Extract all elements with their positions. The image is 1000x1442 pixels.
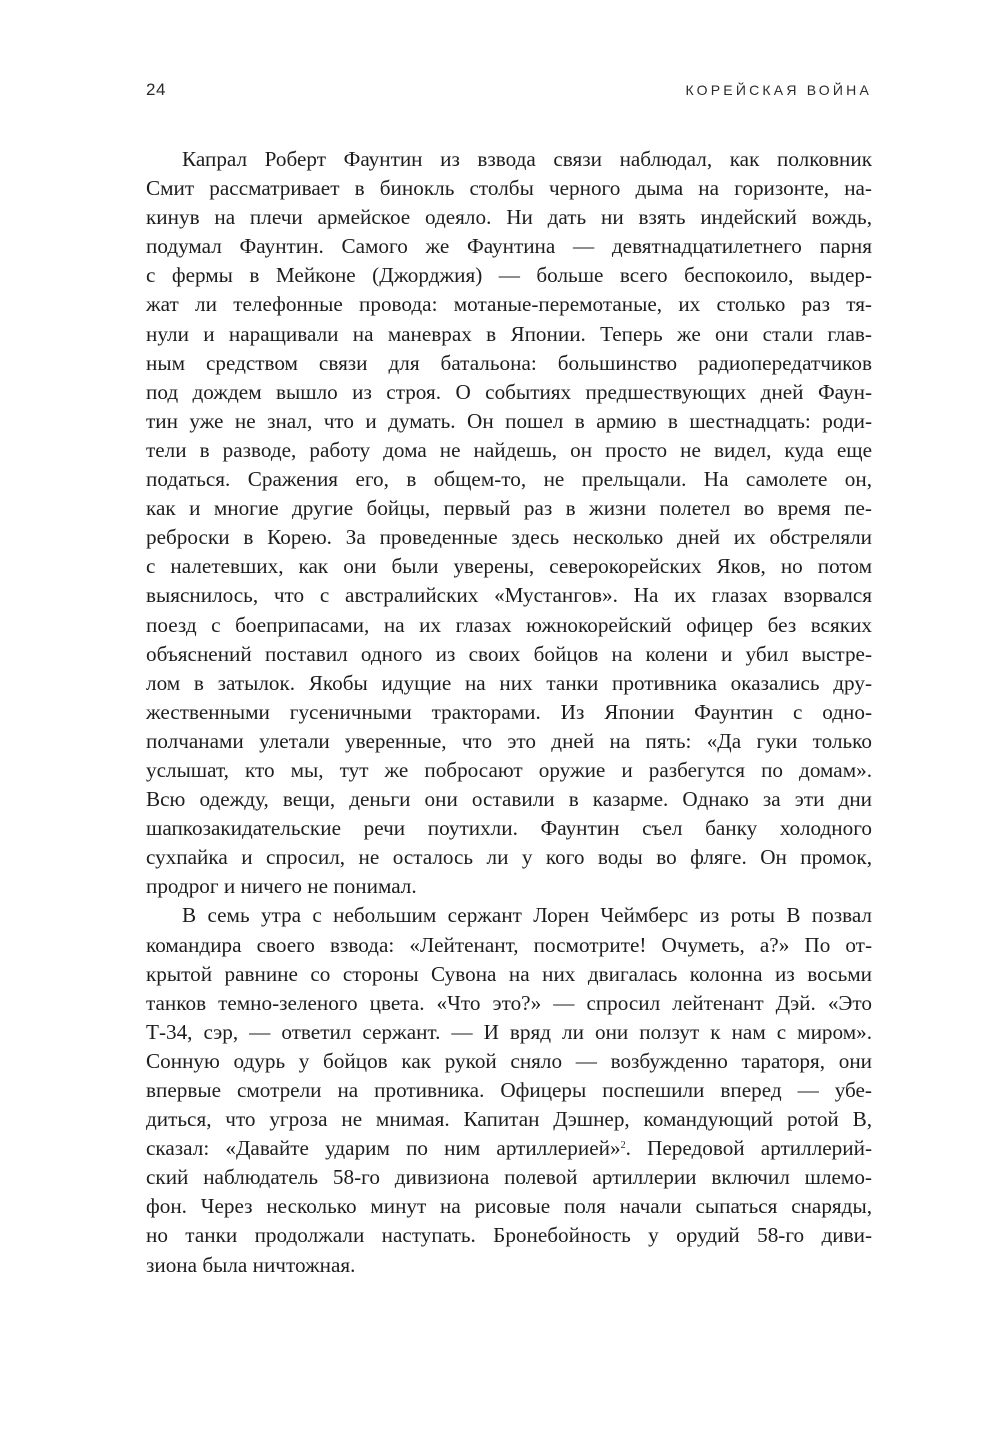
text-segment: . Передовой артиллерий-	[625, 1136, 872, 1161]
paragraph	[146, 901, 872, 1279]
text-line: Смит рассматривает в бинокль столбы черного дыма на горизонте, на-	[146, 176, 872, 201]
text-line: но танки продолжали наступать. Бронебойность у орудий 58-го диви-	[146, 1223, 872, 1248]
text-line: ский наблюдатель 58-го дивизиона полевой артиллерии включил шлемо-	[146, 1165, 872, 1190]
text-line: тели в разводе, работу дома не найдешь, он просто не видел, куда еще	[146, 437, 872, 462]
text-line: с фермы в Мейконе (Джорджия) — больше всего беспокоило, выдер-	[146, 263, 872, 288]
text-line: фон. Через несколько минут на рисовые поля начали сыпаться снаряды,	[146, 1194, 872, 1219]
text-line: полчанами улетали уверенные, что это дней на пять: «Да гуки только	[146, 728, 872, 753]
text-line: жественными гусеничными тракторами. Из Японии Фаунтин с одно-	[146, 699, 872, 724]
text-line: Т-34, сэр, — ответил сержант. — И вряд ли они ползут к нам с миром».	[146, 1019, 872, 1044]
text-line: крытой равнине со стороны Сувона на них двигалась колонна из восьми	[146, 961, 872, 986]
text-line: впервые смотрели на противника. Офицеры поспешили вперед — убе-	[146, 1078, 872, 1102]
text-line-with-footnote	[146, 1134, 872, 1163]
text-line: сухпайка и спросил, не осталось ли у кого воды во фляге. Он промок,	[146, 845, 872, 870]
text-line: Сонную одурь у бойцов как рукой сняло — возбужденно тараторя, они	[146, 1048, 872, 1073]
text-line: с налетевших, как они были уверены, северокорейских Яков, но потом	[146, 554, 872, 579]
text-line: лом в затылок. Якобы идущие на них танки противника оказались дру-	[146, 670, 872, 695]
text-line: поезд с боеприпасами, на их глазах южнокорейский офицер без всяких	[146, 612, 872, 637]
text-line: зиона была ничтожная.	[146, 1252, 356, 1277]
text-line: ным средством связи для батальона: большинство радиопередатчиков	[146, 350, 872, 375]
text-line: объяснений поставил одного из своих бойцов на колени и убил выстре-	[146, 641, 872, 666]
page-number: 24	[146, 80, 166, 99]
text-line: реброски в Корею. За проведенные здесь несколько дней их обстреляли	[146, 525, 872, 550]
text-line: подумал Фаунтин. Самого же Фаунтина — девятнадцатилетнего парня	[146, 234, 872, 259]
footnote-marker[interactable]: 2	[620, 1140, 626, 1152]
text-line: тин уже не знал, что и думать. Он пошел в армию в шестнадцать: роди-	[146, 408, 872, 433]
text-line: командира своего взвода: «Лейтенант, посмотрите! Очуметь, а?» По от-	[146, 932, 872, 957]
text-line: кинув на плечи армейское одеяло. Ни дать ни взять индейский вождь,	[146, 205, 872, 230]
running-title: КОРЕЙСКАЯ ВОЙНА	[685, 82, 872, 98]
paragraph	[146, 145, 872, 901]
text-line: податься. Сражения его, в общем-то, не прельщали. На самолете он,	[146, 467, 872, 492]
text-line: под дождем вышло из строя. О событиях предшествующих дней Фаун-	[146, 379, 872, 404]
text-line: жат ли телефонные провода: мотаные-перемотаные, их столько раз тя-	[146, 292, 872, 317]
text-line: выяснилось, что с австралийских «Мустангов». На их глазах взорвался	[146, 583, 872, 608]
text-line: услышат, кто мы, тут же побросают оружие и разбегутся по домам».	[146, 757, 872, 782]
text-line: Всю одежду, вещи, деньги они оставили в казарме. Однако за эти дни	[146, 787, 872, 812]
text-line: нули и наращивали на маневрах в Японии. Теперь же они стали глав-	[146, 321, 872, 346]
text-line: продрог и ничего не понимал.	[146, 874, 417, 899]
text-line: как и многие другие бойцы, первый раз в жизни полетел во время пе-	[146, 496, 872, 521]
text-line: шапкозакидательские речи поутихли. Фаунтин съел банку холодного	[146, 816, 872, 841]
page-header	[146, 78, 872, 102]
body-text	[146, 145, 872, 1280]
text-line: В семь утра с небольшим сержант Лорен Чеймберс из роты В позвал	[182, 903, 872, 928]
text-line: танков темно-зеленого цвета. «Что это?» — спросил лейтенант Дэй. «Это	[146, 990, 872, 1015]
text-line: Капрал Роберт Фаунтин из взвода связи наблюдал, как полковник	[182, 147, 872, 171]
text-segment: сказал: «Давайте ударим по ним артиллерией»	[146, 1136, 621, 1161]
text-line: диться, что угроза не мнимая. Капитан Дэшнер, командующий ротой В,	[146, 1107, 872, 1132]
